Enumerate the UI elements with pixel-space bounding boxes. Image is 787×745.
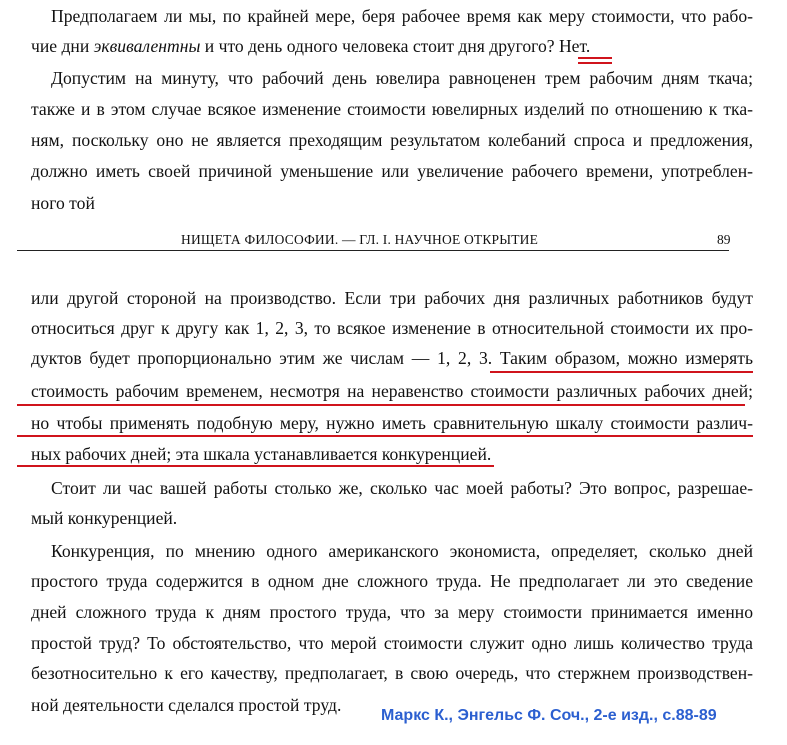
page-number: 89 [717, 232, 731, 247]
text-line: или другой стороной на производство. Если три рабочих дня различных работников будут [31, 288, 753, 308]
text-line: ного той [31, 193, 95, 213]
text-line: ной деятельности сделался простой труд. [31, 695, 342, 715]
text-line: стоимость рабочим временем, несмотря на неравенство стоимости различных рабочих дней; [31, 381, 753, 401]
answer-word: Нет. [558, 36, 591, 56]
text-fragment: чие дни [31, 36, 94, 56]
red-underline [17, 465, 494, 467]
answer-underline-second [578, 62, 612, 64]
red-underline [17, 435, 753, 437]
text-line: простого труда содержится в одном дне сложного труда. Не предполагает ли это сведение [31, 571, 753, 591]
text-line: Предполагаем ли мы, по крайней мере, беря рабочее время как меру стоимости, что рабо- [51, 6, 753, 26]
text-line: должно иметь своей причиной уменьшение или увеличение рабочего времени, употреблен- [31, 161, 753, 181]
emphasized-word: эквивалентны [93, 36, 201, 56]
text-line: мый конкуренцией. [31, 508, 178, 528]
text-fragment: дуктов будет пропорционально этим же числам — 1, 2, 3. [31, 348, 500, 368]
red-underline [490, 371, 753, 373]
red-underline [17, 404, 745, 406]
source-citation: Маркс К., Энгельс Ф. Соч., 2-е изд., с.88-89 [381, 707, 717, 724]
text-line [31, 35, 753, 57]
text-line: также и в этом случае всякое изменение стоимости ювелирных изделий по отношению к тка- [31, 99, 753, 119]
text-line: дней сложного труда к дням простого труда, что за меру стоимости принимается именно [31, 602, 753, 622]
answer-underline [578, 57, 612, 59]
highlighted-fragment: Таким образом, можно измерять [499, 348, 753, 368]
text-line: ных рабочих дней; эта шкала устанавливается конкуренцией. [31, 444, 492, 464]
text-line: Допустим на минуту, что рабочий день ювелира равноценен трем рабочим дням ткача; [51, 68, 753, 88]
text-line: Конкуренция, по мнению одного американского экономиста, определяет, сколько дней [51, 541, 753, 561]
header-rule [17, 250, 729, 251]
text-line: ням, поскольку оно не является преходящим результатом колебаний спроса и предложения, [31, 130, 753, 150]
text-line: простой труд? То обстоятельство, что мерой стоимости служит одно лишь количество труда [31, 633, 753, 653]
running-head: НИЩЕТА ФИЛОСОФИИ. — ГЛ. I. НАУЧНОЕ ОТКРЫТИЕ [181, 232, 539, 247]
text-line: безотносительно к его качеству, предполагает, в свою очередь, что стержнем производствен- [31, 663, 753, 683]
text-line: но чтобы применять подобную меру, нужно иметь сравнительную шкалу стоимости различ- [31, 413, 753, 433]
text-line [31, 347, 753, 369]
text-line: относиться друг к другу как 1, 2, 3, то всякое изменение в относительной стоимости их про- [31, 318, 753, 338]
text-line: Стоит ли час вашей работы столько же, сколько час моей работы? Это вопрос, разрешае- [51, 478, 753, 498]
text-fragment: и что день одного человека стоит дня другого? [200, 36, 559, 56]
